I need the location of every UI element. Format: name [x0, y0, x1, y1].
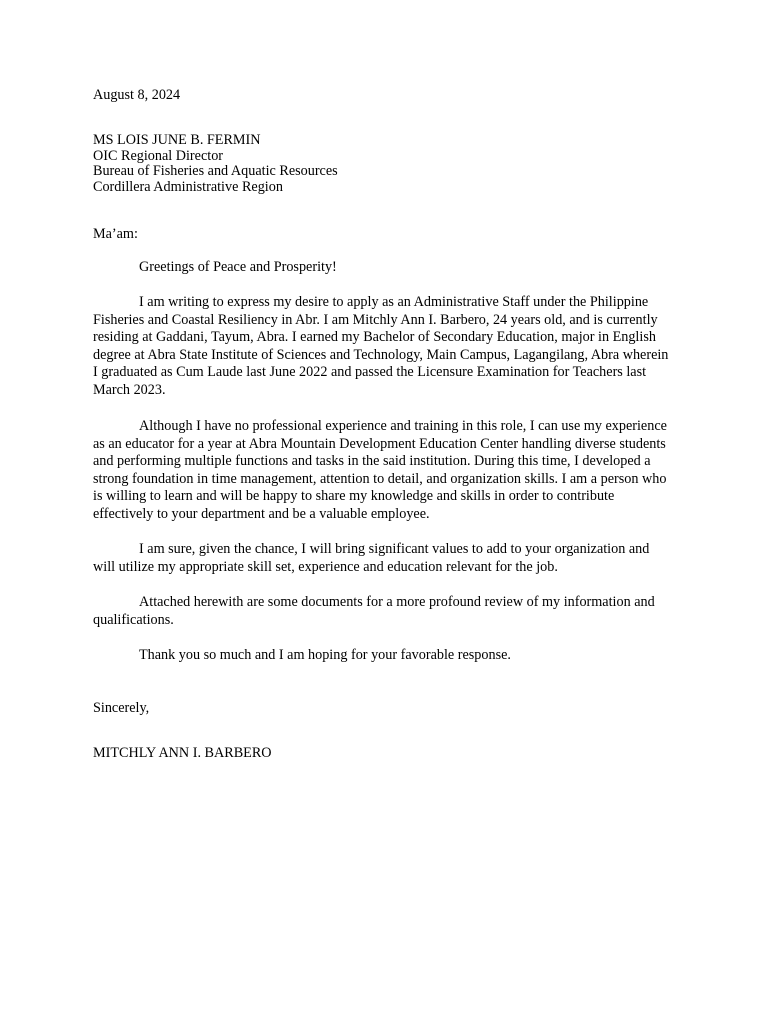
paragraph-line: strong foundation in time management, attention to detail, and organization skills. I am a person who [93, 470, 667, 487]
paragraph-line: Fisheries and Coastal Resiliency in Abr. I am Mitchly Ann I. Barbero, 24 years old, and is currently [93, 311, 658, 328]
paragraph-line: I am sure, given the chance, I will bring significant values to add to your organization and [139, 541, 650, 557]
paragraph-line: I am writing to express my desire to apply as an Administrative Staff under the Philippine [139, 294, 649, 310]
body-paragraph-1 [93, 294, 675, 399]
body-paragraph-2 [93, 418, 675, 523]
paragraph-line: degree at Abra State Institute of Sciences and Technology, Main Campus, Lagangilang, Abra wherein [93, 346, 669, 363]
paragraph-line: Although I have no professional experience and training in this role, I can use my experience [139, 418, 667, 434]
paragraph-line: qualifications. [93, 611, 174, 628]
recipient-block [93, 133, 675, 195]
recipient-title: OIC Regional Director [93, 147, 224, 164]
recipient-organization: Bureau of Fisheries and Aquatic Resources [93, 163, 338, 180]
letter-date [93, 87, 675, 105]
paragraph-line: Thank you so much and I am hoping for your favorable response. [139, 647, 511, 663]
signature [93, 745, 675, 763]
salutation-text: Ma’am: [93, 226, 138, 242]
body-paragraph-5 [93, 647, 675, 665]
body-paragraph-4 [93, 594, 675, 629]
greeting-text: Greetings of Peace and Prosperity! [139, 259, 337, 275]
body-paragraph-3 [93, 541, 675, 576]
recipient-region: Cordillera Administrative Region [93, 178, 283, 195]
paragraph-line: effectively to your department and be a valuable employee. [93, 505, 430, 522]
paragraph-line: will utilize my appropriate skill set, experience and education relevant for the job. [93, 558, 558, 575]
salutation [93, 226, 675, 244]
paragraph-line: Attached herewith are some documents for a more profound review of my information and [139, 594, 655, 610]
recipient-name: MS LOIS JUNE B. FERMIN [93, 132, 261, 148]
paragraph-line: is willing to learn and will be happy to share my knowledge and skills in order to contribute [93, 488, 615, 504]
closing [93, 700, 675, 718]
paragraph-line: residing at Gaddani, Tayum, Abra. I earned my Bachelor of Secondary Education, major in English [93, 329, 656, 345]
paragraph-line: March 2023. [93, 381, 166, 398]
date-text: August 8, 2024 [93, 87, 181, 103]
paragraph-line: as an educator for a year at Abra Mountain Development Education Center handling diverse students [93, 435, 666, 452]
paragraph-line: and performing multiple functions and tasks in the said institution. During this time, I developed a [93, 453, 651, 469]
signature-name: MITCHLY ANN I. BARBERO [93, 745, 272, 761]
closing-text: Sincerely, [93, 700, 150, 716]
paragraph-line: I graduated as Cum Laude last June 2022 and passed the Licensure Examination for Teachers last [93, 364, 647, 380]
greeting [93, 259, 675, 277]
